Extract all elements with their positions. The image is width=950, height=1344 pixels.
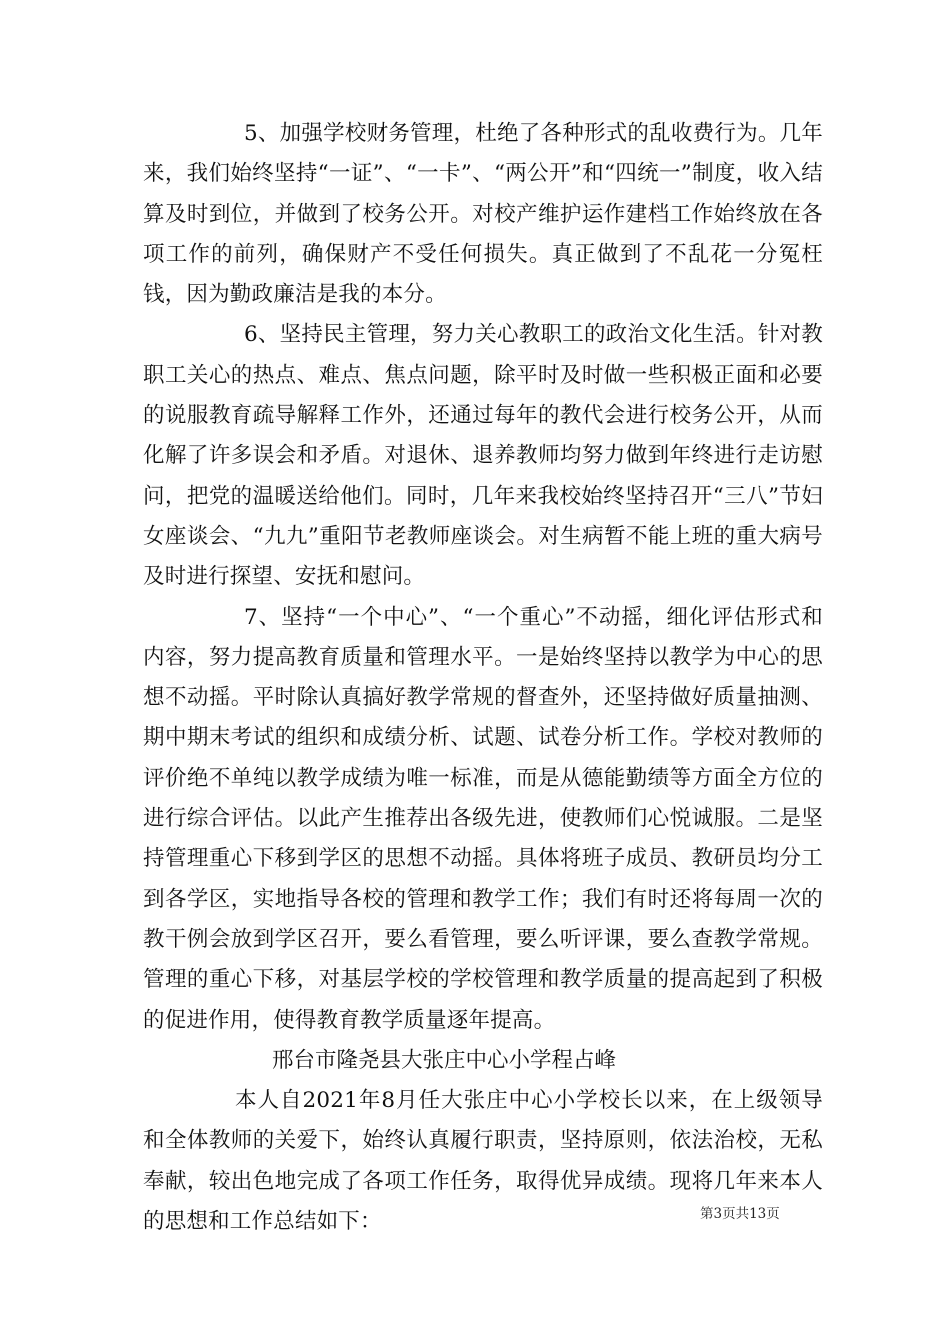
paragraph-5-finance: 5、加强学校财务管理，杜绝了各种形式的乱收费行为。几年来，我们始终坚持“一证”、“一卡”、“两公开”和“四统一”制度，收入结算及时到位，并做到了校务公开。对校产维护运作建档工作始终放在各项工作的前列，确保财产不受任何损失。真正做到了不乱花一分冤枉钱，因为勤政廉洁是我的本分。 xyxy=(143,121,823,308)
paragraph-intro: 本人自2021年8月任大张庄中心小学校长以来，在上级领导和全体教师的关爱下，始终认真履行职责，坚持原则，依法治校，无私奉献，较出色地完成了各项工作任务，取得优异成绩。现将几年来本人的思想和工作总结如下： xyxy=(143,1088,823,1235)
document-body xyxy=(143,114,823,1242)
paragraph-6-democratic-management: 6、坚持民主管理，努力关心教职工的政治文化生活。针对教职工关心的热点、难点、焦点问题，除平时及时做一些积极正面和必要的说服教育疏导解释工作外，还通过每年的教代会进行校务公开，从而化解了许多误会和矛盾。对退休、退养教师均努力做到年终进行走访慰问，把党的温暖送给他们。同时，几年来我校始终坚持召开“三八”节妇女座谈会、“九九”重阳节老教师座谈会。对生病暂不能上班的重大病号及时进行探望、安抚和慰问。 xyxy=(143,322,823,590)
page-number-footer: 第3页共13页 xyxy=(700,1206,780,1222)
author-signature: 邢台市隆尧县大张庄中心小学程占峰 xyxy=(272,1047,617,1073)
paragraph-7-teaching-quality: 7、坚持“一个中心”、“一个重心”不动摇，细化评估形式和内容，努力提高教育质量和管理水平。一是始终坚持以教学为中心的思想不动摇。平时除认真搞好教学常规的督查外，还坚持做好质量抽测、期中期末考试的组织和成绩分析、试题、试卷分析工作。学校对教师的评价绝不单纯以教学成绩为唯一标准，而是从德能勤绩等方面全方位的进行综合评估。以此产生推荐出各级先进，使教师们心悦诚服。二是坚持管理重心下移到学区的思想不动摇。具体将班子成员、教研员均分工到各学区，实地指导各校的管理和教学工作；我们有时还将每周一次的教干例会放到学区召开，要么看管理，要么听评课，要么查教学常规。管理的重心下移，对基层学校的学校管理和教学质量的提高起到了积极的促进作用，使得教育教学质量逐年提高。 xyxy=(143,604,823,1033)
